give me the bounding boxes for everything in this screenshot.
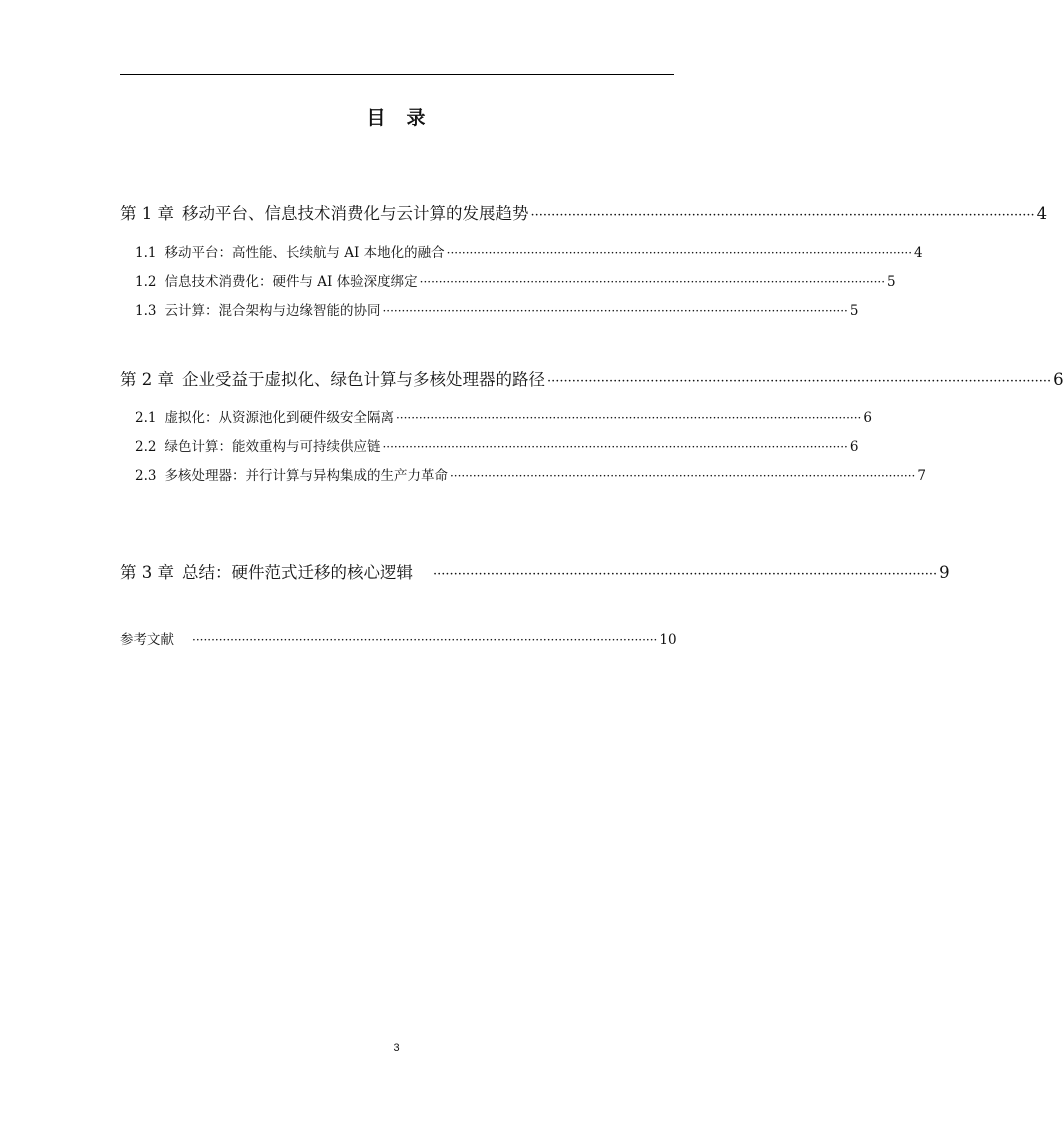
section-page-number: 5 bbox=[849, 303, 859, 319]
section-title: 移动平台：高性能、长续航与 AI 本地化的融合 bbox=[164, 245, 445, 261]
toc-section-1-1[interactable] bbox=[135, 241, 923, 261]
section-label bbox=[135, 435, 380, 455]
toc-title-left: 目 bbox=[366, 107, 387, 129]
chapter-label bbox=[120, 366, 545, 390]
chapter-title: 移动平台、信息技术消费化与云计算的发展趋势 bbox=[182, 204, 529, 223]
chapter-number: 第 1 章 bbox=[120, 204, 174, 223]
section-title: 多核处理器：并行计算与异构集成的生产力革命 bbox=[164, 468, 448, 484]
dot-leader: ·························································································································· bbox=[446, 246, 913, 260]
section-page-number: 6 bbox=[849, 439, 859, 455]
section-page-number: 5 bbox=[887, 274, 896, 290]
header-rule bbox=[120, 74, 674, 75]
toc-chapter-2[interactable] bbox=[120, 366, 1064, 390]
chapter-label bbox=[120, 200, 529, 224]
references-page-number: 10 bbox=[659, 632, 677, 648]
section-number: 2.2 bbox=[135, 439, 157, 455]
chapter-title: 企业受益于虚拟化、绿色计算与多核处理器的路径 bbox=[182, 370, 545, 389]
section-number: 1.1 bbox=[135, 245, 157, 261]
section-label bbox=[135, 241, 445, 261]
section-label bbox=[135, 299, 380, 319]
chapter-page-number: 4 bbox=[1036, 204, 1048, 223]
chapter-number: 第 3 章 bbox=[120, 563, 174, 582]
toc-section-2-3[interactable] bbox=[135, 464, 926, 484]
section-page-number: 7 bbox=[917, 468, 926, 484]
chapter-number: 第 2 章 bbox=[120, 370, 174, 389]
chapter-title: 总结：硬件范式迁移的核心逻辑 bbox=[182, 563, 413, 582]
section-number: 1.2 bbox=[135, 274, 157, 290]
section-label bbox=[135, 406, 394, 426]
section-number: 2.3 bbox=[135, 468, 157, 484]
section-page-number: 4 bbox=[914, 245, 923, 261]
chapter-label bbox=[120, 559, 413, 583]
section-label bbox=[135, 464, 448, 484]
toc-section-2-2[interactable] bbox=[135, 435, 859, 455]
dot-leader: ·························································································································· bbox=[419, 275, 886, 289]
toc-section-1-2[interactable] bbox=[135, 270, 896, 290]
section-title: 云计算：混合架构与边缘智能的协同 bbox=[164, 303, 381, 319]
section-title: 信息技术消费化：硬件与 AI 体验深度绑定 bbox=[164, 274, 418, 290]
toc-title-right: 录 bbox=[406, 107, 427, 129]
section-title: 绿色计算：能效重构与可持续供应链 bbox=[164, 439, 381, 455]
references-label: 参考文献 bbox=[120, 632, 174, 648]
dot-leader: ·························································································································· bbox=[382, 304, 848, 318]
section-title: 虚拟化：从资源池化到硬件级安全隔离 bbox=[164, 410, 394, 426]
toc-section-1-3[interactable] bbox=[135, 299, 859, 319]
dot-leader: ·························································································································· bbox=[449, 469, 916, 483]
section-number: 1.3 bbox=[135, 303, 157, 319]
chapter-page-number: 9 bbox=[939, 563, 950, 582]
section-page-number: 6 bbox=[863, 410, 872, 426]
toc-chapter-1[interactable] bbox=[120, 200, 1048, 224]
toc-title bbox=[0, 103, 793, 130]
dot-leader: ·························································································································· bbox=[530, 208, 1035, 223]
dot-leader: ·························································································································· bbox=[192, 633, 658, 647]
toc-chapter-3[interactable] bbox=[120, 559, 950, 583]
section-number: 2.1 bbox=[135, 410, 157, 426]
toc-references[interactable] bbox=[120, 628, 677, 648]
toc-section-2-1[interactable] bbox=[135, 406, 872, 426]
chapter-page-number: 6 bbox=[1053, 370, 1064, 389]
dot-leader: ·························································································································· bbox=[382, 440, 848, 454]
dot-leader: ·························································································································· bbox=[395, 411, 862, 425]
page-number-footer: 3 bbox=[393, 1042, 400, 1054]
dot-leader: ·························································································································· bbox=[433, 567, 938, 582]
dot-leader: ·························································································································· bbox=[547, 374, 1052, 389]
section-label bbox=[135, 270, 418, 290]
